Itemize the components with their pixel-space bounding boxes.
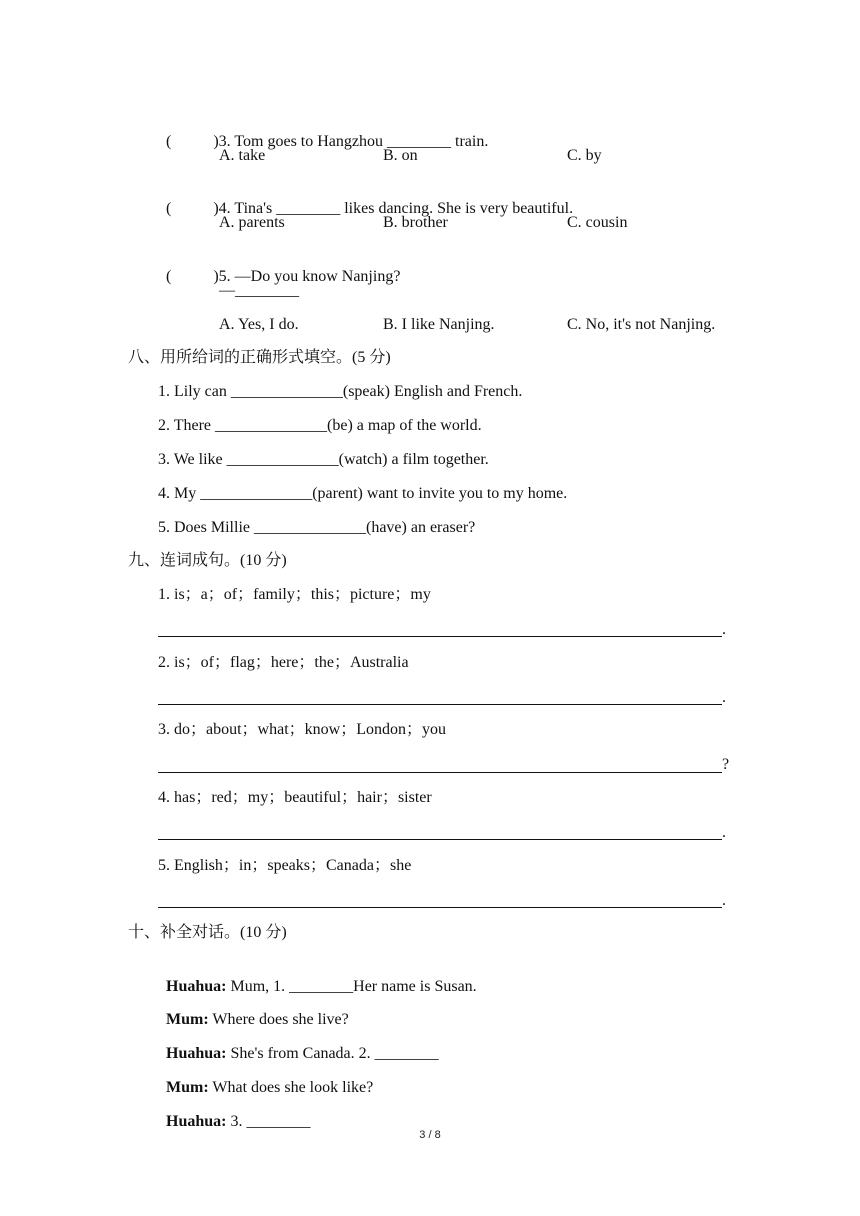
reorder-item-4-words: 4. has；red；my；beautiful；hair；sister: [158, 789, 432, 806]
answer-1-end-mark: .: [722, 621, 726, 638]
mc-5-option-b: B. I like Nanjing.: [383, 316, 495, 333]
answer-2-end-mark: .: [722, 689, 726, 706]
dialogue-text: Mum, 1. ________Her name is Susan.: [226, 978, 477, 995]
mc-3-option-a: A. take: [219, 147, 266, 164]
answer-rule-2[interactable]: [158, 704, 722, 705]
answer-paren-close: ): [213, 200, 219, 217]
mc-5-option-a: A. Yes, I do.: [219, 316, 299, 333]
fill-item-4: 4. My ______________(parent) want to invite you to my home.: [158, 485, 568, 502]
mc-5-option-c: C. No, it's not Nanjing.: [567, 316, 716, 333]
dialogue-line-5: [158, 1092, 310, 1132]
reorder-item-2-words: 2. is；of；flag；here；the；Australia: [158, 654, 409, 671]
speaker-name: Huahua:: [166, 1045, 227, 1062]
answer-3-end-mark: ?: [722, 756, 730, 773]
answer-4-end-mark: .: [722, 824, 726, 841]
speaker-name: Mum:: [166, 1079, 209, 1096]
dialogue-text: Where does she live?: [208, 1011, 349, 1028]
speaker-name: Huahua:: [166, 978, 227, 995]
mc-4-option-c: C. cousin: [567, 214, 628, 231]
question-stem: 4. Tina's ________ likes dancing. She is very beautiful.: [218, 200, 574, 217]
answer-paren-close: ): [213, 133, 219, 150]
dialogue-text: What does she look like?: [208, 1079, 374, 1096]
answer-paren-open: (: [166, 268, 172, 285]
page-number: 3 / 8: [419, 1129, 441, 1141]
section-9-title: 九、连词成句。(10 分): [128, 552, 287, 569]
question-stem: 3. Tom goes to Hangzhou ________ train.: [218, 133, 489, 150]
reorder-item-3-words: 3. do；about；what；know；London；you: [158, 721, 446, 738]
fill-item-2: 2. There ______________(be) a map of the world.: [158, 417, 482, 434]
speaker-name: Huahua:: [166, 1113, 227, 1130]
mc-3-option-b: B. on: [383, 147, 418, 164]
mc-4-option-b: B. brother: [383, 214, 448, 231]
mc-3-option-c: C. by: [567, 147, 602, 164]
answer-paren-open: (: [166, 200, 172, 217]
mc-5-answer-line: —________: [219, 282, 299, 299]
answer-paren-open: (: [166, 133, 172, 150]
section-8-title: 八、用所给词的正确形式填空。(5 分): [128, 349, 391, 366]
dialogue-text: She's from Canada. 2. ________: [226, 1045, 439, 1062]
question-stem: 5. —Do you know Nanjing?: [218, 268, 401, 285]
answer-rule-4[interactable]: [158, 839, 722, 840]
speaker-name: Mum:: [166, 1011, 209, 1028]
answer-rule-5[interactable]: [158, 907, 722, 908]
answer-paren-close: ): [213, 268, 219, 285]
dialogue-text: 3. ________: [226, 1113, 311, 1130]
answer-rule-3[interactable]: [158, 772, 722, 773]
fill-item-5: 5. Does Millie ______________(have) an eraser?: [158, 519, 476, 536]
reorder-item-5-words: 5. English；in；speaks；Canada；she: [158, 857, 412, 874]
mc-question-3: [158, 112, 488, 152]
mc-4-option-a: A. parents: [219, 214, 285, 231]
answer-5-end-mark: .: [722, 892, 726, 909]
fill-item-3: 3. We like ______________(watch) a film together.: [158, 451, 489, 468]
answer-rule-1[interactable]: [158, 636, 722, 637]
reorder-item-1-words: 1. is；a；of；family；this；picture；my: [158, 586, 431, 603]
section-10-title: 十、补全对话。(10 分): [128, 924, 287, 941]
fill-item-1: 1. Lily can ______________(speak) English and French.: [158, 383, 523, 400]
